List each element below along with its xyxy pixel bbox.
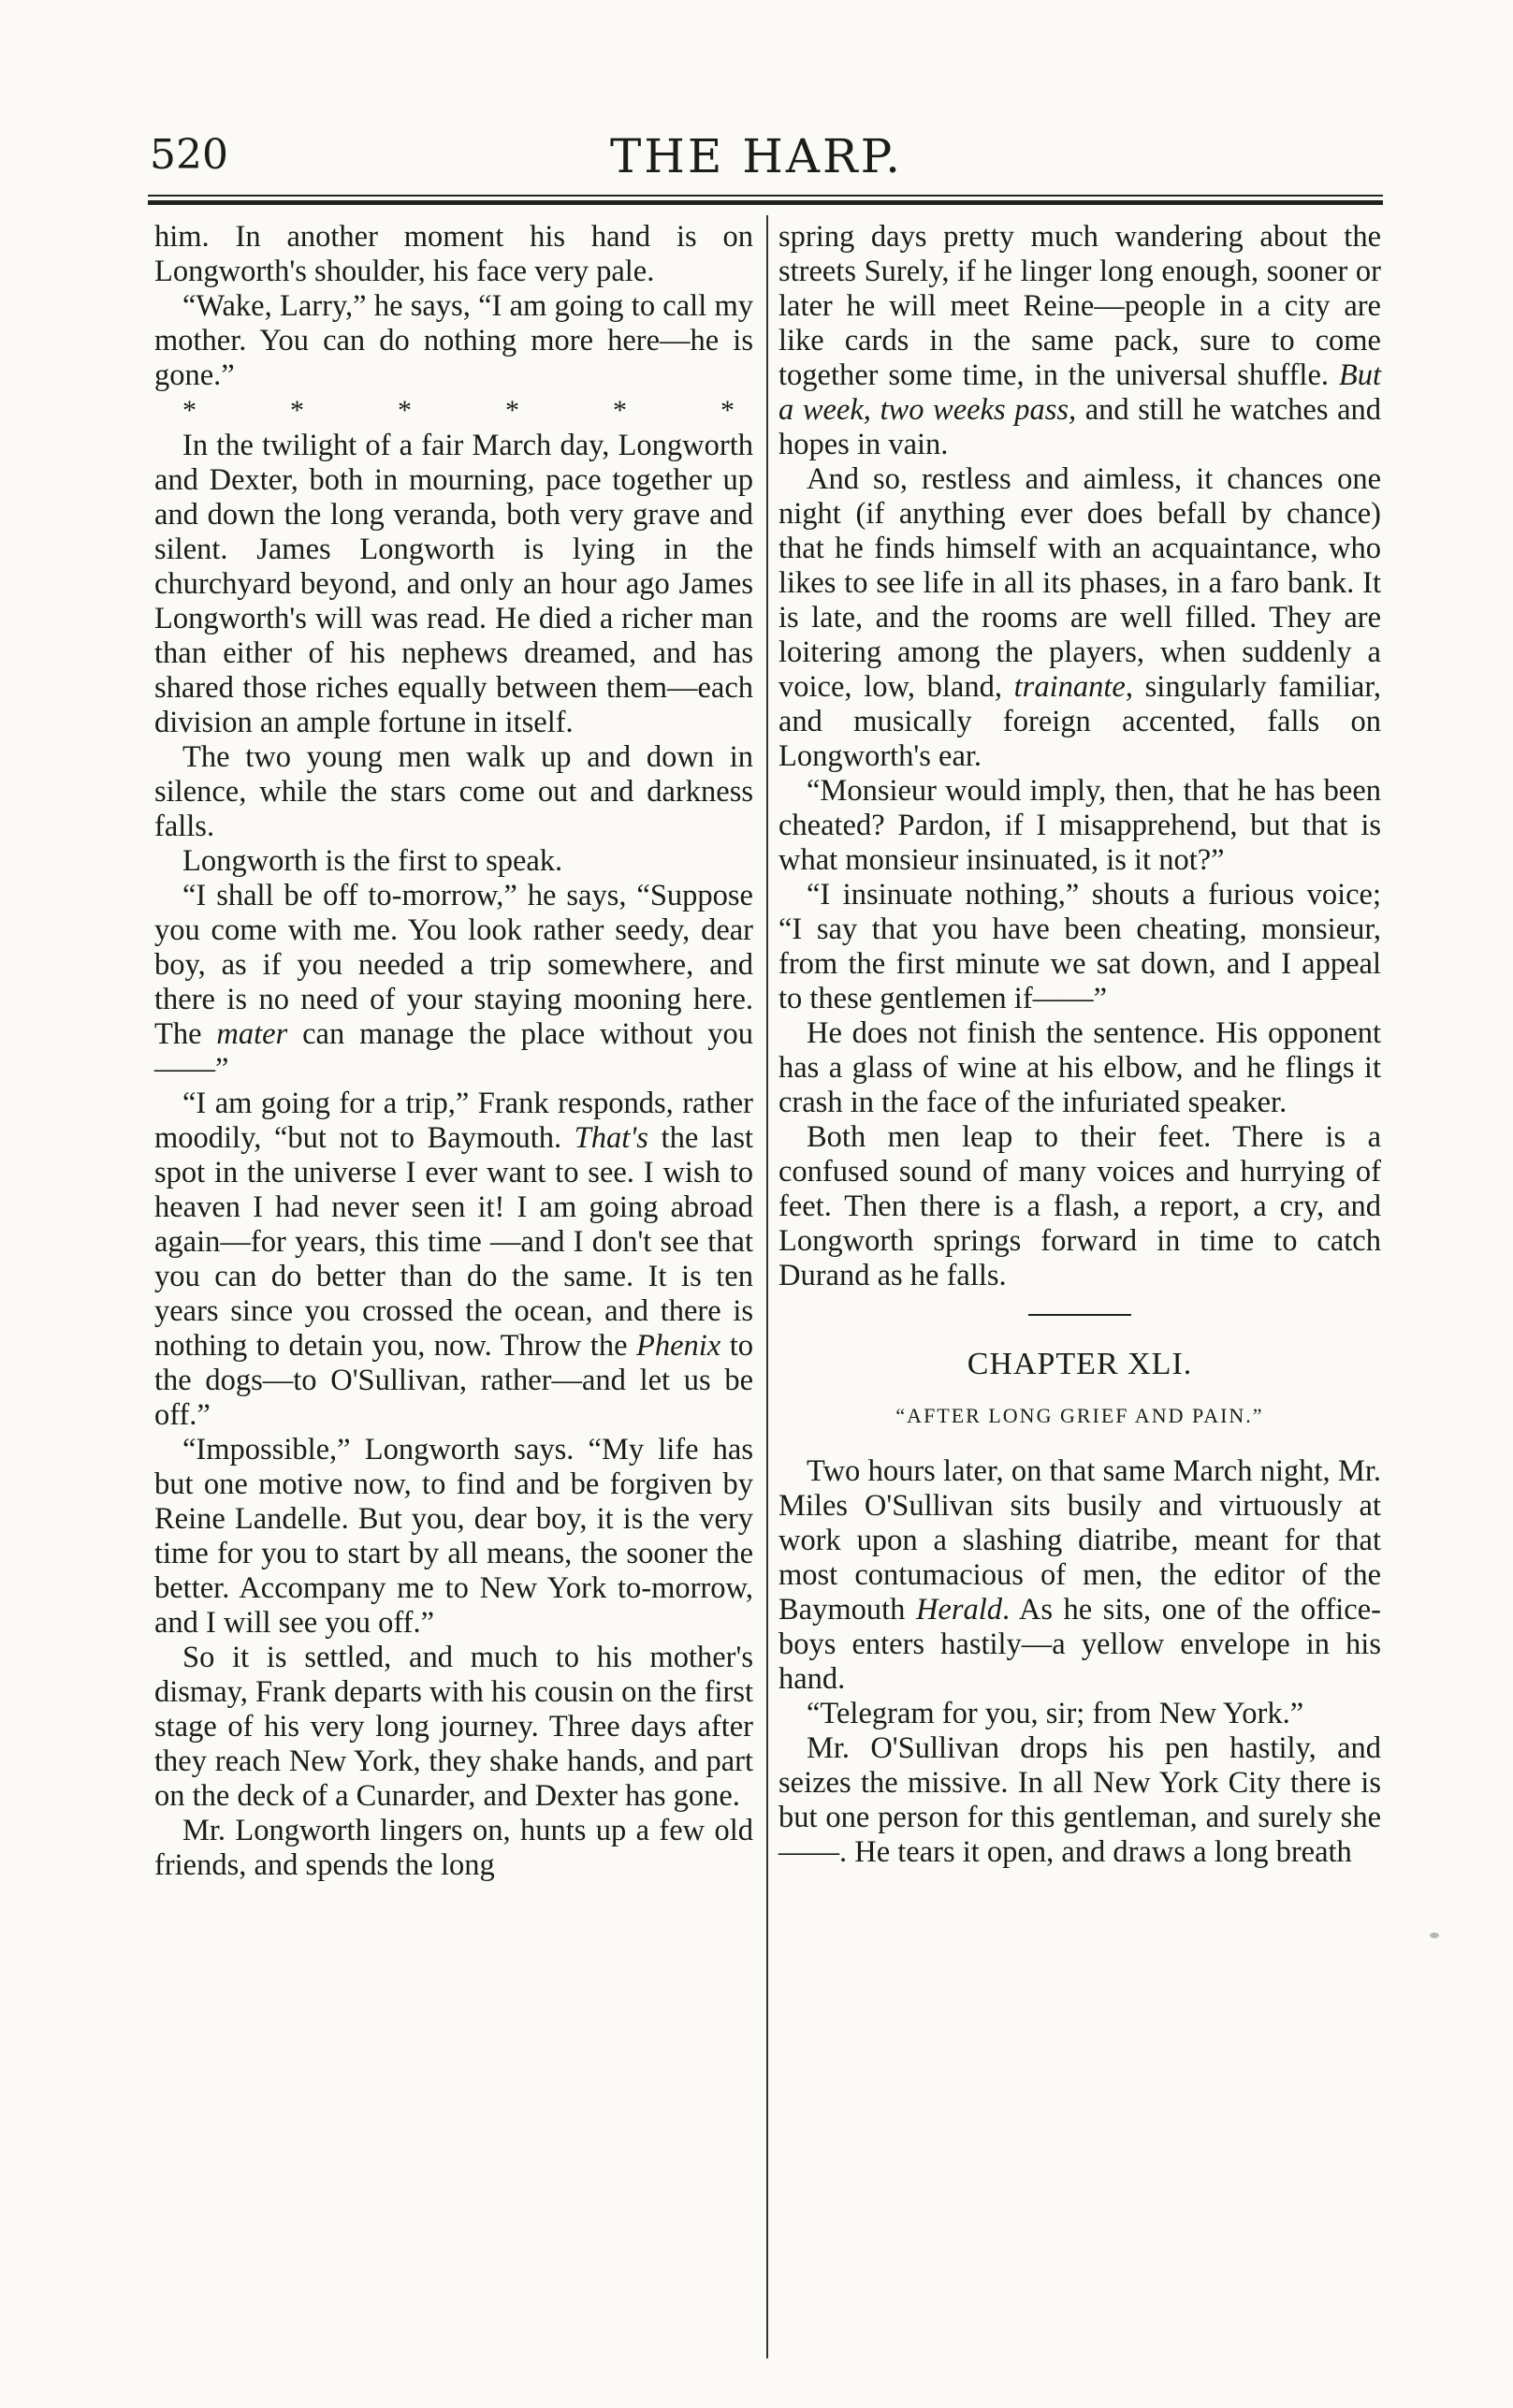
asterisk: * [720,395,735,426]
asterisk: * [398,395,412,426]
column-divider [766,215,768,2358]
asterisk: * [182,395,196,426]
text-run: to the dogs—to O'Sullivan, rather—and let us be off.” [154,1329,753,1432]
text-run: , singularly familiar, and musically foreign accented, falls on Longworth's ear. [778,670,1381,773]
text-run: can manage the place without you ——” [154,1017,753,1086]
running-title: THE HARP. [609,129,904,183]
section-break-asterisks [154,395,753,427]
paragraph: him. In another moment his hand is on Longworth's shoulder, his face very pale. [154,220,753,288]
paragraph: He does not finish the sentence. His opponent has a glass of wine at his elbow, and he flings it crash in the face of the infuriated speaker. [778,1016,1381,1119]
chapter-subtitle: “AFTER LONG GRIEF AND PAIN.” [895,1404,1264,1427]
text-run: . As he sits, one of the office-boys enters hastily—a yellow envelope in his hand. [778,1593,1381,1696]
paragraph [154,1087,753,1433]
paragraph [154,879,753,1087]
text-run: spring days pretty much wandering about the streets Surely, if he linger long enough, sooner or later he will meet Reine—people in a city are like cards in the same pack, sure to come together some time, in the universal shuffle. [778,220,1381,392]
right-column [778,220,1381,1870]
text-run: “I am going for a trip,” Frank responds, rather moodily, “but not to Baymouth. [154,1087,753,1155]
chapter-rule [1028,1314,1131,1316]
paragraph: The two young men walk up and down in silence, while the stars come out and darkness falls. [154,740,753,843]
header-rule-thin [148,195,1383,197]
paragraph: “Monsieur would imply, then, that he has been cheated? Pardon, if I misapprehend, but that is what monsieur insinuated, is it not?” [778,774,1381,877]
italic-word: mater [216,1017,288,1051]
header-rule-thick [148,200,1383,205]
ink-smudge [1430,1933,1439,1938]
paragraph: “Wake, Larry,” he says, “I am going to call my mother. You can do nothing more here—he is gone.” [154,289,753,392]
text-run: And so, restless and aimless, it chances one night (if anything ever does befall by chance) that he finds himself with an acquaintance, who likes to see life in all its phases, in a faro bank. It is late, and the rooms are well filled. They are loitering among the players, when suddenly a voice, low, bland, [778,462,1381,704]
italic-word: Phenix [636,1329,721,1363]
paragraph: Mr. O'Sullivan drops his pen hastily, and seizes the missive. In all New York City there is but one person for this gentleman, and surely she——. He tears it open, and draws a long breath [778,1731,1381,1869]
paragraph: “Telegram for you, sir; from New York.” [807,1697,1304,1730]
paragraph: Both men leap to their feet. There is a confused sound of many voices and hurrying of feet. Then there is a flash, a report, a cry, and Longworth springs forward in time to catch Durand as he falls. [778,1120,1381,1292]
paragraph [778,1454,1381,1697]
text-run: Two hours later, on that same March night, Mr. Miles O'Sullivan sits busily and virtuously at work upon a slashing diatribe, meant for that most contumacious of men, the editor of the Baymouth [778,1454,1381,1627]
paragraph: In the twilight of a fair March day, Longworth and Dexter, both in mourning, pace together up and down the long veranda, both very grave and silent. James Longworth is lying in the churchyard beyond, and only an hour ago James Longworth's will was read. He died a richer man than either of his nephews dreamed, and has shared those riches equally between them—each division an ample fortune in itself. [154,429,753,739]
italic-phrase: But a week, two weeks pass, [778,358,1381,427]
paragraph [778,462,1381,774]
paragraph: Mr. Longworth lingers on, hunts up a few old friends, and spends the long [154,1814,753,1882]
left-column [154,220,753,1883]
paragraph: Longworth is the first to speak. [182,844,563,878]
text-run: “I shall be off to-morrow,” he says, “Suppose you come with me. You look rather seedy, dear boy, as if you needed a trip somewhere, and there is no need of your staying mooning here. The [154,879,753,1051]
paragraph: “I insinuate nothing,” shouts a furious voice; “I say that you have been cheating, monsieur, from the first minute we sat down, and I appeal to these gentlemen if——” [778,878,1381,1015]
text-run: and still he watches and hopes in vain. [778,393,1381,461]
paragraph: So it is settled, and much to his mother's dismay, Frank departs with his cousin on the first stage of his very long journey. Three days after they reach New York, they shake hands, and part on the deck of a Cunarder, and Dexter has gone. [154,1641,753,1813]
italic-word: That's [574,1121,648,1155]
asterisk: * [505,395,519,426]
italic-word: Herald [915,1593,1003,1627]
paragraph [778,220,1381,462]
italic-word: trainante [1013,670,1126,704]
asterisk: * [613,395,627,426]
chapter-title: CHAPTER XLI. [967,1347,1193,1381]
paragraph: “Impossible,” Longworth says. “My life has but one motive now, to find and be forgiven by Reine Landelle. But you, dear boy, it is the very time for you to start by all means, the sooner the better. Accompany me to New York to-morrow, and I will see you off.” [154,1433,753,1640]
text-run: the last spot in the universe I ever want to see. I wish to heaven I had never seen it! I am going abroad again—for years, this time —and I don't see that you can do better than do the same. It is ten years since you crossed the ocean, and there is nothing to detain you, now. Throw the [154,1121,754,1363]
page-number: 520 [150,131,228,179]
asterisk: * [290,395,304,426]
